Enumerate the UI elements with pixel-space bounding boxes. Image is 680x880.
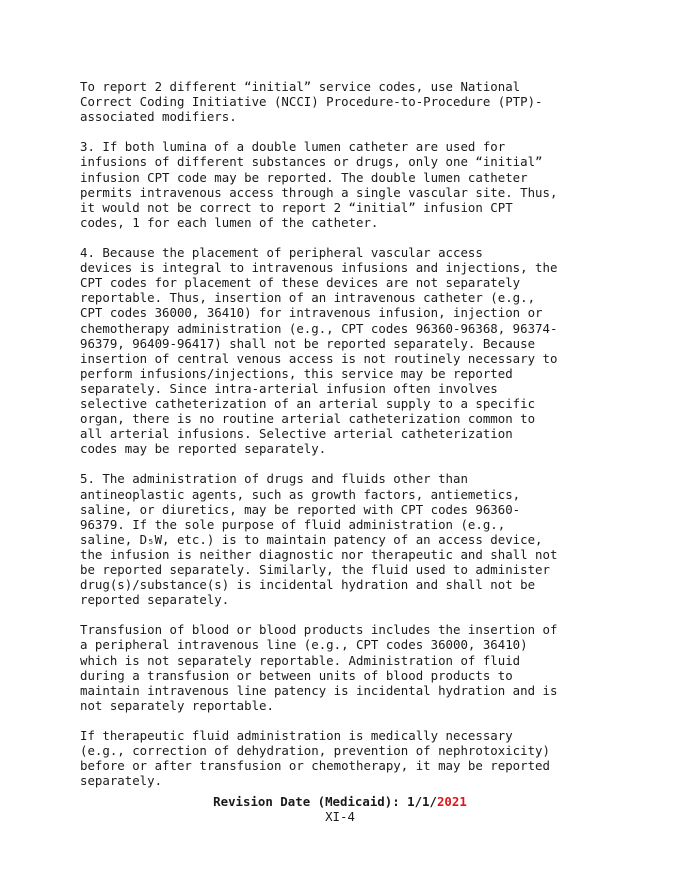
- revision-date-label: Revision Date (Medicaid): 1/1/: [213, 794, 437, 809]
- paragraph-item-3: 3. If both lumina of a double lumen catheter are used for infusions of different substances or drugs, only one “initial” infusion CPT code may be reported. The double lumen catheter permits intravenous access through a single vascular site. Thus, it would not be correct to report 2 “initial” infusion CPT codes, 1 for each lumen of the catheter.: [80, 139, 558, 230]
- paragraph-item-4: 4. Because the placement of peripheral vascular access devices is integral to intravenous infusions and injections, the CPT codes for placement of these devices are not separately reportable. Thus, insertion of an intravenous catheter (e.g., CPT codes 36000, 36410) for intravenous infusion, injection or chemotherapy administration (e.g., CPT codes 96360-96368, 96374- 96379, 96409-96417) shall not be reported separately. Because insertion of central venous access is not routinely necessary to perform infusions/injections, this service may be reported separately. Since intra-arterial infusion often involves selective catheterization of an arterial supply to a specific organ, there is no routine arterial catheterization common to all arterial infusions. Selective arterial catheterization codes may be reported separately.: [80, 245, 558, 457]
- revision-date: [0, 794, 680, 809]
- paragraph-ptp-modifiers: To report 2 different “initial” service codes, use National Correct Coding Initiative (NCCI) Procedure-to-Procedure (PTP)- associated modifiers.: [80, 79, 543, 125]
- paragraph-transfusion: Transfusion of blood or blood products includes the insertion of a peripheral intravenous line (e.g., CPT codes 36000, 36410) which is not separately reportable. Administration of fluid during a transfusion or between units of blood products to maintain intravenous line patency is incidental hydration and is not separately reportable.: [80, 622, 558, 713]
- revision-year: 2021: [436, 794, 467, 809]
- document-body: [80, 79, 600, 804]
- paragraph-item-5: 5. The administration of drugs and fluids other than antineoplastic agents, such as growth factors, antiemetics, saline, or diuretics, may be reported with CPT codes 96360- 96379. If the sole purpose of fluid administration (e.g., saline, D₅W, etc.) is to maintain patency of an access device, the infusion is neither diagnostic nor therapeutic and shall not be reported separately. Similarly, the fluid used to administer drug(s)/substance(s) is incidental hydration and shall not be reported separately.: [80, 471, 558, 608]
- paragraph-therapeutic-fluid: If therapeutic fluid administration is medically necessary (e.g., correction of dehydration, prevention of nephrotoxicity) before or after transfusion or chemotherapy, it may be reported separately.: [80, 728, 550, 789]
- page-number: XI-4: [325, 809, 355, 824]
